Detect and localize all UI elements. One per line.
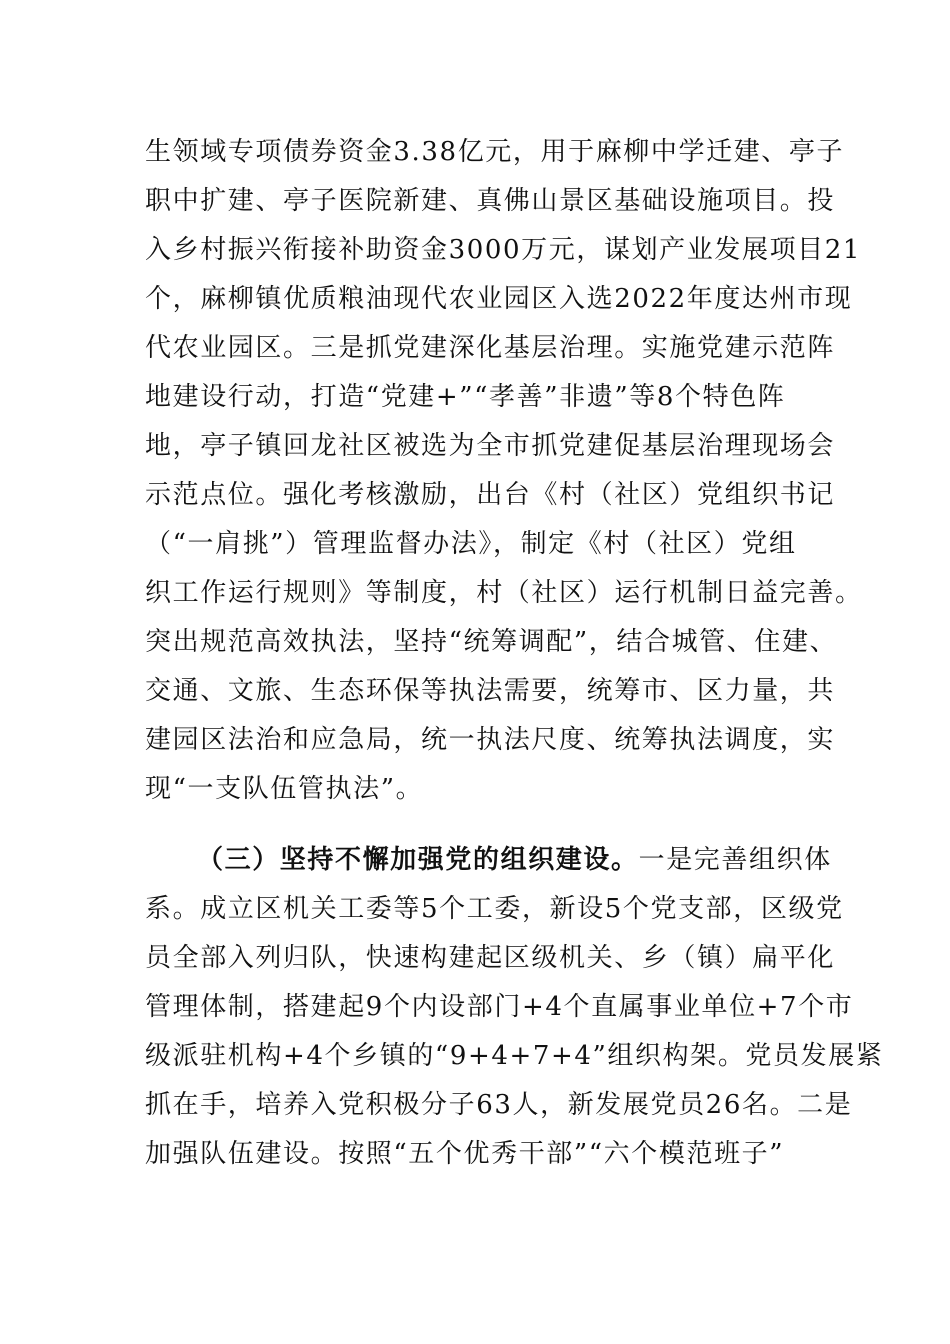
paragraph-2-line-2: 系。成立区机关工委等5个工委，新设5个党支部，区级党 [145,894,844,924]
paragraph-1-line-1: 生领域专项债券资金3.38亿元，用于麻柳中学迁建、亭子 [145,137,845,167]
paragraph-2-line-6: 抓在手，培养入党积极分子63人，新发展党员26名。二是 [145,1090,853,1120]
paragraph-1-line-3: 入乡村振兴衔接补助资金3000万元，谋划产业发展项目21 [145,235,862,265]
paragraph-2-line-7: 加强队伍建设。按照“五个优秀干部”“六个模范班子” [145,1139,785,1169]
paragraph-1-line-12: 交通、文旅、生态环保等执法需要，统筹市、区力量，共 [145,676,836,706]
paragraph-1-line-4: 个，麻柳镇优质粮油现代农业园区入选2022年度达州市现 [145,284,853,314]
paragraph-2-line-1 [197,836,832,885]
paragraph-1-line-8: 示范点位。强化考核激励，出台《村（社区）党组织书记 [145,480,836,510]
paragraph-1-line-10: 织工作运行规则》等制度，村（社区）运行机制日益完善。 [145,578,863,608]
paragraph-1-line-2: 职中扩建、亭子医院新建、真佛山景区基础设施项目。投 [145,186,836,216]
paragraph-1-line-13: 建园区法治和应急局，统一执法尺度、统筹执法调度，实 [145,725,836,755]
section-heading-continuation: 一是完善组织体 [638,845,832,875]
paragraph-2-line-3: 员全部入列归队，快速构建起区级机关、乡（镇）扁平化 [145,943,836,973]
paragraph-1-line-9: （“一肩挑”）管理监督办法》，制定《村（社区）党组 [145,529,797,559]
paragraph-2-line-5: 级派驻机构+4个乡镇的“9+4+7+4”组织构架。党员发展紧 [145,1041,884,1071]
section-heading: （三）坚持不懈加强党的组织建设。 [197,845,639,875]
paragraph-2-line-4: 管理体制，搭建起9个内设部门+4个直属事业单位+7个市 [145,992,854,1022]
paragraph-1-line-6: 地建设行动，打造“党建+”“孝善”非遗”等8个特色阵 [145,382,786,412]
paragraph-1-line-7: 地，亭子镇回龙社区被选为全市抓党建促基层治理现场会 [145,431,836,461]
paragraph-1-line-11: 突出规范高效执法，坚持“统筹调配”，结合城管、住建、 [145,627,838,657]
paragraph-1-line-5: 代农业园区。三是抓党建深化基层治理。实施党建示范阵 [145,333,836,363]
paragraph-1-line-14: 现“一支队伍管执法”。 [145,774,424,804]
